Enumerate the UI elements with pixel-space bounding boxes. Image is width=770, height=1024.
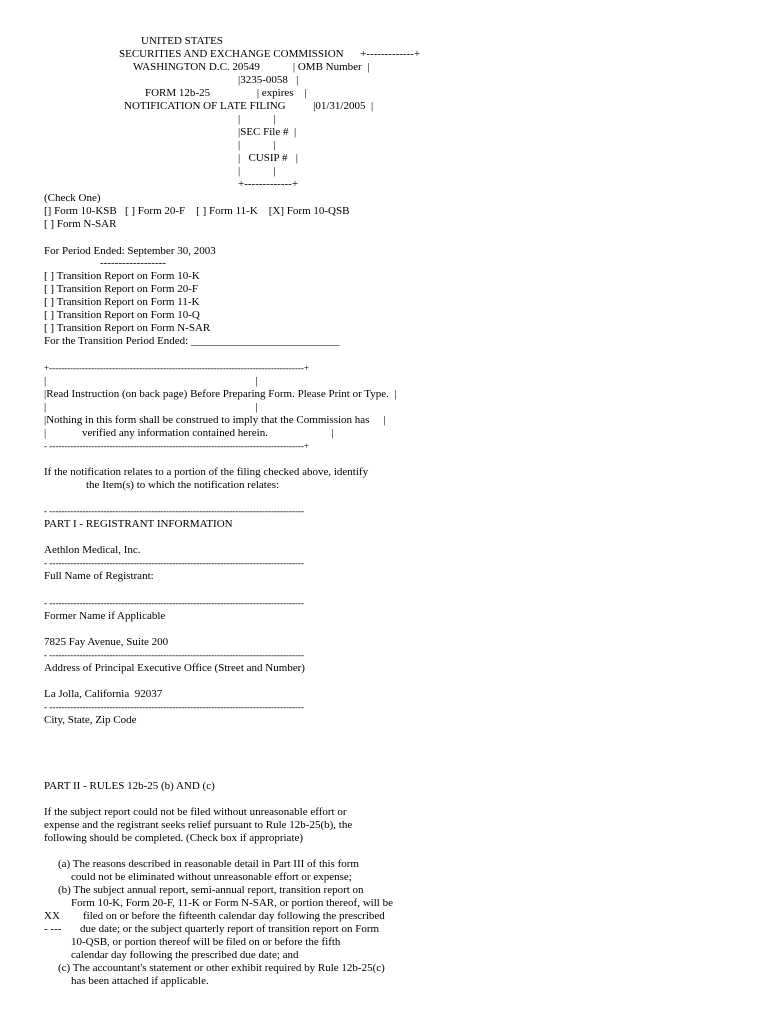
- transition-item: [ ] Transition Report on Form 10-Q: [44, 309, 200, 321]
- check-one-label: (Check One): [44, 192, 101, 204]
- instruction-line: |Read Instruction (on back page) Before Preparing Form. Please Print or Type. |: [44, 388, 397, 400]
- item-b: filed on or before the fifteenth calendar day following the prescribed: [83, 910, 385, 922]
- instruction-line: |Nothing in this form shall be construed to imply that the Commission has |: [44, 414, 386, 426]
- item-a: (a) The reasons described in reasonable detail in Part III of this form: [58, 858, 359, 870]
- transition-item: [ ] Transition Report on Form N-SAR: [44, 322, 211, 334]
- instruction-box-blank: | |: [44, 375, 258, 387]
- item-c: has been attached if applicable.: [71, 975, 209, 987]
- item-c: (c) The accountant's statement or other exhibit required by Rule 12b-25(c): [58, 962, 385, 974]
- item-a: could not be eliminated without unreasonable effort or expense;: [71, 871, 352, 883]
- transition-item: [ ] Transition Report on Form 10-K: [44, 270, 200, 282]
- transition-item: [ ] Transition Report on Form 11-K: [44, 296, 200, 308]
- instruction-line: | verified any information contained herein. |: [44, 427, 334, 439]
- header-line-6: NOTIFICATION OF LATE FILING |01/31/2005 |: [124, 100, 374, 112]
- registrant-name-label: Full Name of Registrant:: [44, 570, 154, 582]
- item-b: (b) The subject annual report, semi-annual report, transition report on: [58, 884, 364, 896]
- part2-intro: following should be completed. (Check box if appropriate): [44, 832, 304, 844]
- transition-item: [ ] Transition Report on Form 20-F: [44, 283, 199, 295]
- part2-intro: expense and the registrant seeks relief pursuant to Rule 12b-25(b), the: [44, 819, 353, 831]
- instruction-box-bottom: - -------------------------------------------------------------------------------------+: [44, 441, 310, 451]
- form-checkbox-row: [ ] Form N-SAR: [44, 218, 117, 230]
- omb-box-blank: | |: [238, 165, 276, 177]
- period-ended: For Period Ended: September 30, 2003: [44, 245, 216, 257]
- instruction-box-top: +-------------------------------------------------------------------------------------+: [44, 363, 309, 373]
- item-b: Form 10-K, Form 20-F, 11-K or Form N-SAR, or portion thereof, will be: [71, 897, 393, 909]
- omb-box-bottom: +-------------+: [238, 178, 299, 190]
- omb-box-blank: | |: [238, 139, 276, 151]
- field-rule: - -------------------------------------------------------------------------------------: [44, 598, 304, 608]
- part2-intro: If the subject report could not be filed without unreasonable effort or: [44, 806, 347, 818]
- omb-box-blank: | |: [238, 113, 276, 125]
- item-b: calendar day following the prescribed due date; and: [71, 949, 299, 961]
- part1-rule: - -------------------------------------------------------------------------------------: [44, 506, 304, 516]
- notification-text: the Item(s) to which the notification relates:: [86, 479, 280, 491]
- header-line-4: |3235-0058 |: [238, 74, 299, 86]
- checkmark-dash: - ---: [44, 923, 62, 935]
- header-line-3: WASHINGTON D.C. 20549 | OMB Number |: [133, 61, 370, 73]
- form-checkbox-row: [] Form 10-KSB [ ] Form 20-F [ ] Form 11-K [X] Form 10-QSB: [44, 205, 350, 217]
- field-rule: - -------------------------------------------------------------------------------------: [44, 558, 304, 568]
- part2-title: PART II - RULES 12b-25 (b) AND (c): [44, 780, 215, 792]
- header-line-2: SECURITIES AND EXCHANGE COMMISSION +-------------+: [119, 48, 421, 60]
- field-rule: - -------------------------------------------------------------------------------------: [44, 650, 304, 660]
- registrant-name: Aethlon Medical, Inc.: [44, 544, 141, 556]
- city-value: La Jolla, California 92037: [44, 688, 163, 700]
- header-line-5: FORM 12b-25 | expires |: [145, 87, 307, 99]
- field-rule: - -------------------------------------------------------------------------------------: [44, 702, 304, 712]
- former-name-label: Former Name if Applicable: [44, 610, 166, 622]
- instruction-box-blank: | |: [44, 401, 258, 413]
- transition-period-ended: For the Transition Period Ended: ___________________________: [44, 335, 340, 347]
- checkmark-xx: XX: [44, 910, 60, 922]
- item-b: due date; or the subject quarterly report of transition report on Form: [80, 923, 380, 935]
- sec-file-label: |SEC File # |: [238, 126, 297, 138]
- period-underline: ------------------: [100, 257, 166, 269]
- address-value: 7825 Fay Avenue, Suite 200: [44, 636, 169, 648]
- notification-text: If the notification relates to a portion of the filing checked above, identify: [44, 466, 369, 478]
- item-b: 10-QSB, or portion thereof will be filed on or before the fifth: [71, 936, 341, 948]
- header-line-1: UNITED STATES: [141, 35, 223, 47]
- address-label: Address of Principal Executive Office (Street and Number): [44, 662, 305, 674]
- part1-title: PART I - REGISTRANT INFORMATION: [44, 518, 233, 530]
- cusip-label: | CUSIP # |: [238, 152, 298, 164]
- city-label: City, State, Zip Code: [44, 714, 137, 726]
